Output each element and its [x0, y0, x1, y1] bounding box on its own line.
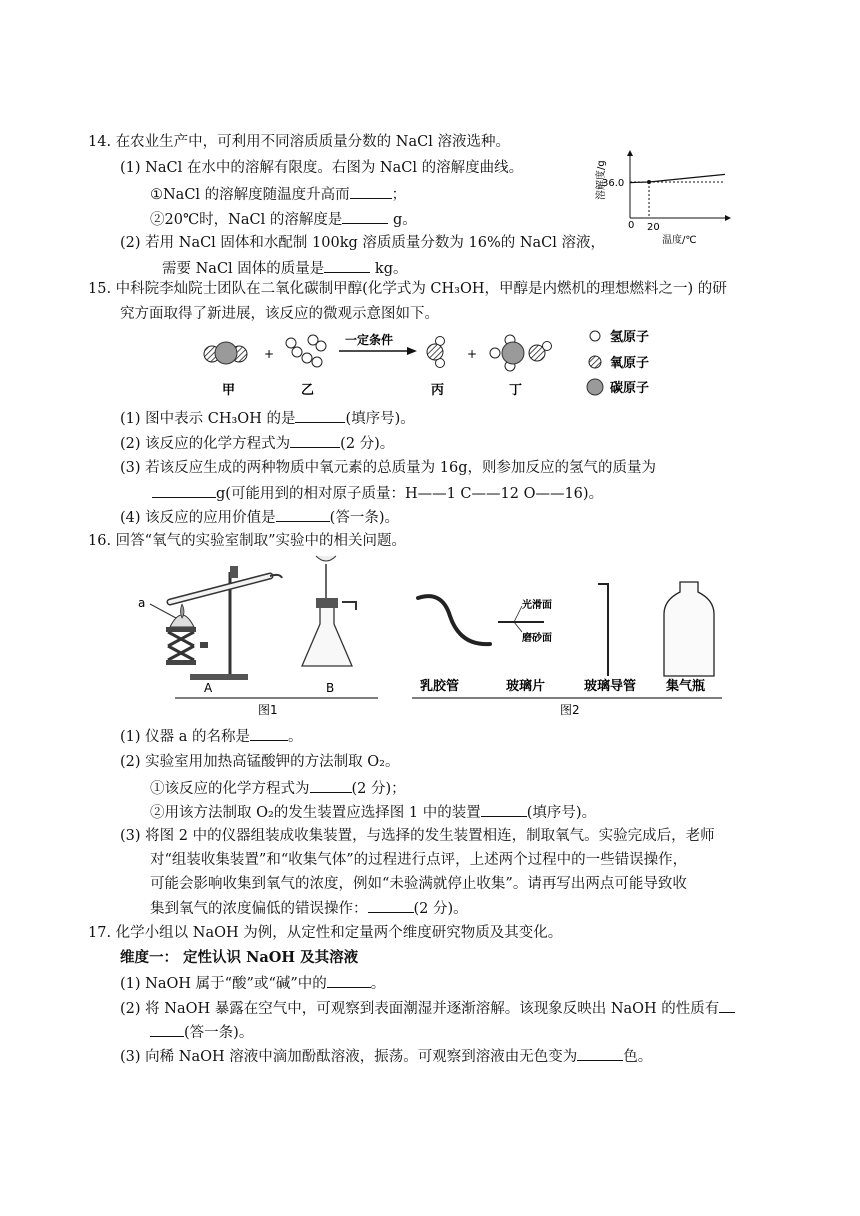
q15-part3-cont	[152, 483, 603, 504]
q17-part1-text: (1) NaOH 属于“酸”或“碱”中的	[120, 976, 327, 992]
q15-part2-text: (2) 该反应的化学方程式为	[120, 436, 291, 452]
stopper	[316, 598, 338, 608]
q15-part4-text: (4) 该反应的应用价值是	[120, 510, 276, 526]
q17-part1	[120, 973, 385, 994]
q15-part1	[120, 408, 415, 429]
q14-part2b-text: 需要 NaCl 固体的质量是	[162, 261, 325, 277]
label-A: A	[204, 681, 213, 695]
stand-base	[190, 674, 248, 680]
y-tick-label: 36.0	[602, 178, 625, 189]
q15-part4	[120, 507, 399, 528]
q16-part3-end: (2 分)。	[413, 901, 468, 917]
y-axis-arrow	[627, 150, 633, 156]
q16-part3-line1: (3) 将图 2 中的仪器组装成收集装置，与选择的发生装置相连，制取氧气。实验完成后，老师	[120, 828, 715, 844]
q16-part3-line4	[150, 898, 468, 919]
q14-stem: 14. 在农业生产中，可利用不同溶质质量分数的 NaCl 溶液选种。	[88, 134, 510, 150]
answer-blank[interactable]	[310, 778, 352, 793]
solubility-curve	[630, 174, 725, 182]
lamp-flame	[181, 604, 185, 618]
molecule-yi-h2	[286, 335, 326, 367]
x-tick-label: 20	[647, 222, 660, 233]
conical-flask	[302, 608, 352, 666]
q16-part2a	[150, 778, 406, 799]
plus-sign: +	[264, 347, 275, 361]
q16-part2b	[150, 802, 596, 823]
fig2-item-gas-jar: 集气瓶	[666, 679, 706, 694]
q15-part1-text: (1) 图中表示 CH₃OH 的是	[120, 411, 296, 427]
q17-dimension-1: 维度一： 定性认识 NaOH 及其溶液	[120, 949, 359, 966]
q14-part1a-end: ；	[391, 187, 407, 203]
glass-smooth-side: 光滑面	[522, 600, 552, 611]
answer-blank[interactable]	[290, 433, 340, 448]
glass-tube-icon	[598, 584, 608, 676]
oxygen-atom-icon	[589, 356, 601, 368]
q17-part3-end: 色。	[623, 1049, 653, 1065]
q15-part2	[120, 433, 394, 454]
answer-blank[interactable]	[350, 184, 392, 199]
q14-part1: (1) NaCl 在水中的溶解有限度。右图为 NaCl 的溶解度曲线。	[120, 160, 524, 176]
q15-part3: (3) 若该反应生成的两种物质中氧元素的总质量为 16g，则参加反应的氢气的质量为	[120, 460, 656, 476]
reaction-diagram	[195, 326, 675, 402]
q16-part2b-text: ②用该方法制取 O₂的发生装置应选择图 1 中的装置	[150, 805, 481, 821]
solubility-chart	[590, 148, 740, 248]
q16-part2: (2) 实验室用加热高锰酸钾的方法制取 O₂。	[120, 754, 400, 770]
q17-part1-end: 。	[370, 976, 386, 992]
legend-carbon: 碳原子	[610, 381, 650, 396]
q16-part1-text: (1) 仪器 a 的名称是	[120, 729, 251, 745]
answer-blank[interactable]	[276, 507, 330, 522]
fig2-item-glass-plate: 玻璃片	[506, 679, 546, 694]
molecule-ding-ch3oh	[490, 335, 552, 371]
q15-part1-end: (填序号)。	[345, 411, 415, 427]
q15-part3-end: g(可能用到的相对原子质量：H——1 C——12 O——16)。	[216, 486, 604, 502]
q17-part2-end: (答一条)。	[184, 1025, 254, 1041]
pointer-a	[150, 604, 176, 618]
rubber-tube-icon	[418, 596, 490, 644]
figure-1-apparatus	[130, 552, 400, 720]
answer-blank[interactable]	[342, 209, 388, 224]
q16-part3-line2: 对“组装收集装置”和“收集气体”的过程进行点评，上述两个过程中的一些错误操作，	[150, 852, 688, 868]
answer-blank[interactable]	[150, 1022, 184, 1037]
label-a: a	[138, 596, 146, 610]
fig2-item-rubber-tube: 乳胶管	[420, 679, 460, 694]
q17-part3	[120, 1046, 652, 1067]
molecule-bing-h2o	[427, 337, 445, 368]
apparatus-b	[302, 556, 356, 695]
chart-plot-area	[630, 174, 725, 218]
q15-part4-end: (答一条)。	[329, 510, 399, 526]
q14-part1b-end: g。	[388, 212, 417, 228]
q16-part2a-end: (2 分)；	[351, 781, 406, 797]
lift-platform	[168, 632, 194, 660]
reaction-condition: 一定条件	[345, 333, 394, 347]
hydrogen-atom-icon	[590, 331, 600, 341]
answer-blank[interactable]	[719, 998, 735, 1013]
fig2-item-glass-tube: 玻璃导管	[584, 679, 637, 694]
q16-part2b-end: (填序号)。	[526, 805, 597, 821]
q17-part3-text: (3) 向稀 NaOH 溶液中滴加酚酞溶液，振荡。可观察到溶液由无色变为	[120, 1049, 578, 1065]
q17-part2	[120, 998, 735, 1019]
legend-hydrogen: 氢原子	[610, 330, 650, 345]
label-B: B	[326, 681, 335, 695]
q16-part2a-text: ①该反应的化学方程式为	[150, 781, 310, 797]
apparatus-a	[138, 566, 282, 695]
q14-part1b-text: ②20℃时，NaCl 的溶解度是	[150, 212, 343, 228]
q16-part1	[120, 726, 303, 747]
q14-part1b	[150, 209, 417, 230]
label-yi: 乙	[301, 383, 315, 398]
answer-blank[interactable]	[577, 1046, 623, 1061]
q15-stem-2: 究方面取得了新进展，该反应的微观示意图如下。	[120, 306, 439, 322]
label-ding: 丁	[509, 383, 523, 398]
q14-part2: (2) 若用 NaCl 固体和水配制 100kg 溶质质量分数为 16%的 NaCl 溶液，	[120, 235, 606, 251]
label-bing: 丙	[431, 383, 445, 398]
figure-2-instruments	[410, 578, 730, 720]
q14-part2b	[162, 258, 407, 279]
clamp	[230, 566, 238, 578]
q14-part2b-end: kg。	[370, 261, 408, 277]
x-axis-label: 温度/℃	[662, 235, 697, 246]
glass-frosted-side: 磨砂面	[522, 633, 552, 644]
answer-blank[interactable]	[327, 973, 371, 988]
figure-2-caption: 图2	[560, 703, 580, 717]
gas-jar-icon	[664, 582, 714, 676]
atom-legend	[587, 329, 649, 396]
molecule-jia-co2	[204, 342, 247, 364]
q14-part1a	[150, 184, 406, 205]
q16-part3-text: 集到氧气的浓度偏低的错误操作：	[150, 901, 368, 917]
q15-part2-end: (2 分)。	[340, 436, 395, 452]
q16-stem: 16. 回答“氧气的实验室制取”实验中的相关问题。	[88, 533, 406, 549]
long-neck-funnel	[316, 556, 336, 561]
x-axis-arrow	[725, 215, 731, 221]
answer-blank[interactable]	[481, 802, 527, 817]
arrow-head	[407, 347, 417, 355]
q17-part2-cont	[150, 1022, 253, 1043]
q16-part3-line3: 可能会影响收集到氧气的浓度，例如“未验满就停止收集”。请再写出两点可能导致收	[150, 876, 687, 892]
conduit	[342, 602, 356, 610]
y-axis-label: 溶解度/g	[596, 160, 607, 200]
answer-blank[interactable]	[368, 898, 414, 913]
carbon-atom-icon	[587, 379, 603, 395]
q14-part1a-text: ①NaCl 的溶解度随温度升高而	[150, 187, 350, 203]
q16-part1-end: 。	[288, 729, 303, 745]
answer-blank[interactable]	[324, 258, 370, 273]
legend-oxygen: 氧原子	[610, 356, 650, 371]
q17-part2-text: (2) 将 NaOH 暴露在空气中，可观察到表面潮湿并逐渐溶解。该现象反映出 NaOH 的性质有	[120, 1001, 720, 1017]
origin-label: 0	[628, 220, 635, 231]
plus-sign: +	[467, 347, 478, 361]
answer-blank[interactable]	[295, 408, 345, 423]
label-jia: 甲	[222, 383, 236, 398]
q17-stem: 17. 化学小组以 NaOH 为例，从定性和定量两个维度研究物质及其变化。	[88, 925, 563, 941]
answer-blank[interactable]	[250, 726, 288, 741]
figure-1-caption: 图1	[258, 703, 278, 717]
q15-stem-1: 15. 中科院李灿院士团队在二氧化碳制甲醇(化学式为 CH₃OH，甲醇是内燃机的理想燃料之一) 的研	[88, 281, 727, 297]
answer-blank[interactable]	[152, 483, 216, 498]
